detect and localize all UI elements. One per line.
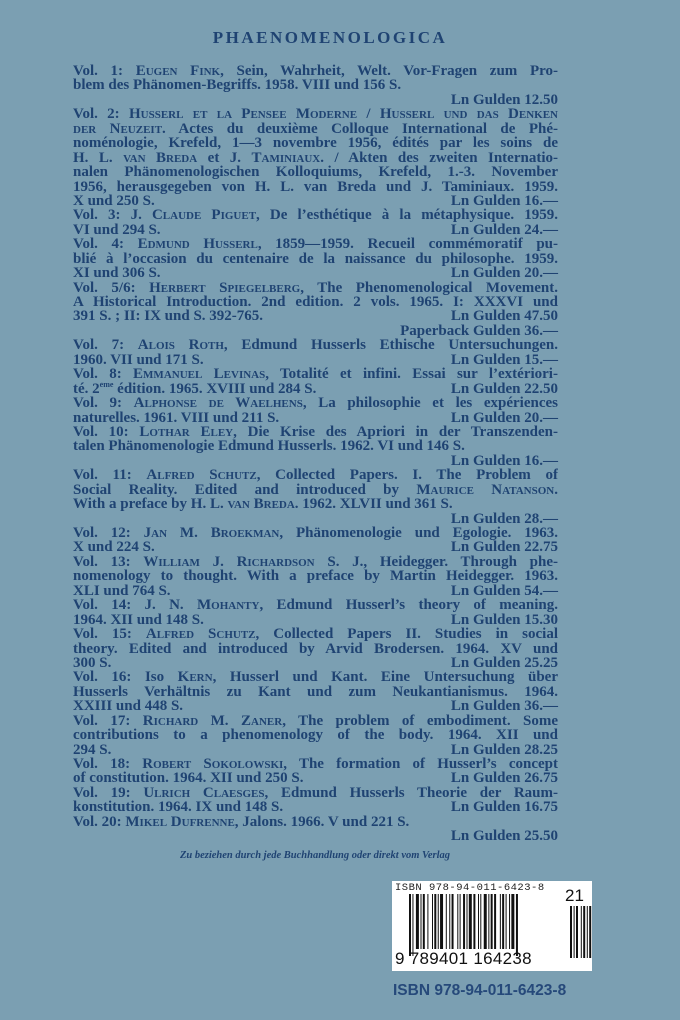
text-segment: , The problem of embodiment. Some <box>282 713 558 729</box>
text-segment: Social Reality. Edited and introduced by <box>73 482 417 498</box>
barcode-bar <box>409 894 411 956</box>
text-segment: , Edmund Husserl’s theory of meaning. <box>259 598 558 613</box>
text-segment: Vol. 11: <box>73 468 147 483</box>
text-segment: noménologie, Krefeld, 1—3 novembre 1956, édités par les soins de <box>73 136 558 151</box>
text-segment: talen Phänomenologie Edmund Husserls. 1962. VI und 146 S. <box>73 439 465 454</box>
volume-entry <box>73 526 558 555</box>
entry-line <box>73 180 558 194</box>
entry-line <box>73 223 558 237</box>
text-segment: et J. <box>197 150 252 166</box>
entry-text <box>73 584 439 598</box>
author-name: van Breda <box>227 497 295 512</box>
volume-entry <box>73 338 558 367</box>
text-segment: , Jalons. 1966. V und 221 S. <box>234 814 410 830</box>
author-name: Claude Piguet <box>151 208 257 223</box>
entry-text <box>73 281 558 295</box>
entry-text <box>73 78 558 92</box>
entry-line <box>73 829 558 843</box>
text-segment: , Phänomenologie und Egologie. 1963. <box>279 526 558 541</box>
price: Ln Gulden 47.50 <box>450 308 558 325</box>
entry-text <box>73 699 439 713</box>
text-segment: Vol. 19: <box>73 785 144 801</box>
text-segment: Vol. 2: <box>73 107 129 122</box>
barcode-bar <box>438 894 439 949</box>
entry-line <box>73 324 558 338</box>
text-segment: A Historical Introduction. 2nd edition. 2 vols. 1965. I: XXXVI und <box>73 295 558 310</box>
text-segment: blem des Phänomen-Begriffs. 1958. VIII und 156 S. <box>73 78 402 93</box>
entry-line <box>73 526 558 540</box>
entry-line <box>73 483 558 497</box>
entry-line <box>73 699 558 713</box>
text-segment: Vol. 3: J. <box>73 208 152 223</box>
barcode-isbn-text: ISBN 978-94-011-6423-8 <box>395 882 545 894</box>
price: Ln Gulden 25.50 <box>450 828 558 845</box>
entry-line <box>73 598 558 612</box>
barcode-bar <box>432 894 433 949</box>
text-segment: té. 2 <box>73 381 100 397</box>
author-name: van Breda <box>123 150 198 166</box>
entry-line <box>73 714 558 728</box>
text-segment: konstitution. 1964. IX und 148 S. <box>73 800 284 815</box>
entry-line <box>73 584 558 598</box>
text-segment: Vol. 7: <box>73 338 138 353</box>
author-name: Alois Roth <box>137 338 224 353</box>
entry-line <box>73 194 558 208</box>
entry-line <box>73 353 558 367</box>
price: Ln Gulden 25.25 <box>450 654 558 671</box>
entry-line <box>73 78 558 92</box>
entry-line <box>73 815 558 829</box>
addon-bar <box>570 906 572 958</box>
entry-line <box>73 786 558 800</box>
volume-entry <box>73 367 558 396</box>
text-segment: Vol. 10: <box>73 424 140 440</box>
entry-text <box>73 642 558 656</box>
text-segment: Vol. 4: <box>73 237 138 252</box>
volume-entry <box>73 468 558 526</box>
entry-text <box>73 685 558 699</box>
entry-text <box>73 64 558 78</box>
entry-text <box>73 252 558 266</box>
entry-text <box>73 714 558 728</box>
text-segment: Vol. 20: <box>73 814 126 830</box>
entry-text <box>73 526 558 540</box>
barcode-bar <box>500 894 501 949</box>
addon-bar <box>583 906 585 958</box>
text-segment: , De l’esthétique à la métaphysique. 1959. <box>256 208 558 223</box>
volume-entry <box>73 396 558 425</box>
author-name: William J. Richardson <box>143 554 315 570</box>
entry-line <box>73 497 558 511</box>
text-segment: 1960. VII und 171 S. <box>73 352 204 368</box>
author-name: Jan M. Broekman <box>143 526 280 541</box>
price: Ln Gulden 28.— <box>450 510 558 527</box>
text-segment: Vol. 8: <box>73 367 134 382</box>
barcode-bar <box>446 894 447 949</box>
entry-line <box>73 555 558 569</box>
text-segment: X und 224 S. <box>73 540 155 555</box>
barcode-bar <box>467 894 468 949</box>
isbn-label: ISBN 978-94-011-6423-8 <box>393 982 567 999</box>
entry-line <box>73 281 558 295</box>
barcode-bar <box>491 894 493 949</box>
entry-line <box>73 237 558 251</box>
text-segment: , Collected Papers II. Studies in social <box>255 627 558 642</box>
entry-line <box>73 93 558 107</box>
text-segment: XLI und 764 S. <box>73 583 171 599</box>
barcode-bar <box>457 894 458 949</box>
superscript: ème <box>99 381 114 389</box>
text-segment: nomenology to thought. With a preface by Martin Heidegger. 1963. <box>73 569 558 584</box>
text-segment: , Die Krise des Apriori in der Transzenden- <box>233 424 558 440</box>
entry-line <box>73 468 558 482</box>
text-segment: VI und 294 S. <box>73 222 161 238</box>
entry-text <box>73 786 558 800</box>
volume-entry <box>73 281 558 339</box>
author-name: Alfred Schutz <box>146 468 257 483</box>
text-segment: , Sein, Wahrheit, Welt. Vor-Fragen zum Pro- <box>220 64 558 79</box>
price: Paperback Gulden 36.— <box>400 322 558 339</box>
volume-entry <box>73 208 558 237</box>
entry-text <box>73 223 439 237</box>
addon-bar <box>589 906 591 958</box>
volume-entry <box>73 815 558 844</box>
barcode-bar <box>469 894 472 949</box>
text-segment: Vol. 9: <box>73 396 134 411</box>
text-segment: naturelles. 1961. VIII und 211 S. <box>73 410 280 425</box>
entry-text <box>73 468 558 482</box>
barcode-bar <box>478 894 479 949</box>
text-segment: . 1962. XLVII und 361 S. <box>294 497 453 512</box>
entry-line <box>73 151 558 165</box>
barcode-bar <box>449 894 450 949</box>
author-name: Husserl et la Pensee Moderne / Husserl und das Denken <box>128 107 558 122</box>
text-segment: nalen Phänomenologischen Kolloquiums, Krefeld, 1.-3. November <box>73 165 558 180</box>
entry-line <box>73 743 558 757</box>
barcode-bar <box>480 894 481 949</box>
entry-line <box>73 656 558 670</box>
price: Ln Gulden 26.75 <box>450 770 558 787</box>
text-segment: , 1859—1959. Recueil commémoratif pu- <box>257 237 558 252</box>
entry-text <box>73 555 558 569</box>
entry-line <box>73 454 558 468</box>
text-segment: XXIII und 448 S. <box>73 699 184 714</box>
price: Ln Gulden 36.— <box>450 698 558 715</box>
addon-bar <box>574 906 575 958</box>
author-name: Richard M. Zaner <box>142 713 283 729</box>
text-segment: of constitution. 1964. XII und 250 S. <box>73 771 304 786</box>
entry-line <box>73 252 558 266</box>
series-title: PHAENOMENOLOGICA <box>212 28 448 47</box>
entry-text <box>73 800 439 814</box>
barcode-bar <box>460 894 461 949</box>
author-name: Herbert Spiegelberg <box>149 280 301 295</box>
price: Ln Gulden 16.— <box>450 192 558 209</box>
entry-text <box>73 425 558 439</box>
barcode-bar <box>434 894 436 949</box>
price: Ln Gulden 16.75 <box>450 799 558 816</box>
entry-text <box>73 497 558 511</box>
entry-line <box>73 64 558 78</box>
entry-text <box>73 295 558 309</box>
entry-text <box>73 728 558 742</box>
entry-line <box>73 569 558 583</box>
entry-text <box>73 743 439 757</box>
entry-text <box>73 107 558 121</box>
entry-text <box>73 194 439 208</box>
price: Ln Gulden 20.— <box>450 409 558 426</box>
entry-text <box>73 382 439 396</box>
author-name: Taminiaux <box>251 150 321 166</box>
price: Ln Gulden 16.— <box>450 452 558 469</box>
entry-line <box>73 309 558 323</box>
addon-bar <box>581 906 582 958</box>
author-name: Edmund Husserl <box>137 237 258 252</box>
author-name: Eugen Fink <box>135 64 221 79</box>
entry-text <box>73 627 558 641</box>
price: Ln Gulden 22.50 <box>450 380 558 397</box>
author-name: Kern <box>177 670 213 685</box>
barcode-bar <box>421 894 422 949</box>
entry-text <box>73 411 439 425</box>
author-name: Maurice Natanson <box>416 482 555 498</box>
barcode-bar <box>440 894 443 949</box>
entry-line <box>73 136 558 150</box>
entry-text <box>73 670 558 684</box>
text-segment: 1956, herausgegeben von H. L. van Breda und J. Taminiaux. 1959. <box>73 179 558 194</box>
text-segment: 1964. XII und 148 S. <box>73 612 204 628</box>
barcode-bar <box>488 894 489 949</box>
text-segment: Vol. 5/6: <box>73 280 150 295</box>
entry-line <box>73 670 558 684</box>
volume-entry <box>73 714 558 757</box>
entry-text <box>73 598 558 612</box>
text-segment: Vol. 18: <box>73 757 143 772</box>
price: Ln Gulden 15.— <box>450 351 558 368</box>
entry-line <box>73 613 558 627</box>
author-name: Lothar Eley <box>139 424 234 440</box>
entry-line <box>73 122 558 136</box>
entry-line <box>73 208 558 222</box>
price: Ln Gulden 12.50 <box>450 91 558 108</box>
entry-line <box>73 627 558 641</box>
author-name: Mikel Dufrenne <box>125 814 235 830</box>
entry-text <box>73 396 558 410</box>
barcode-bar <box>423 894 425 949</box>
barcode-bar <box>516 894 518 956</box>
entry-text <box>73 613 439 627</box>
author-name: Emmanuel Levinas <box>133 367 266 382</box>
volume-entry <box>73 757 558 786</box>
entry-text <box>73 208 558 222</box>
text-segment: Vol. 16: Iso <box>73 670 178 685</box>
text-segment: , Husserl und Kant. Eine Untersuchung über <box>212 670 558 685</box>
text-segment: , La philosophie et les expériences <box>302 396 558 411</box>
volume-entry <box>73 670 558 713</box>
barcode-bar <box>511 894 514 949</box>
entry-text <box>73 757 558 771</box>
entry-line <box>73 411 558 425</box>
barcode-bar <box>494 894 496 949</box>
barcode-bar <box>509 894 510 949</box>
author-name: Alphonse de Waelhens <box>133 396 303 411</box>
ordering-note: Zu beziehen durch jede Buchhandlung oder direkt vom Verlag <box>179 850 451 861</box>
price: Ln Gulden 22.75 <box>450 539 558 556</box>
volume-entry <box>73 555 558 598</box>
entry-text <box>73 165 558 179</box>
volume-entry <box>73 786 558 815</box>
text-segment: Vol. 13: <box>73 554 144 570</box>
text-segment: 391 S. ; II: IX und S. 392-765. <box>73 309 264 324</box>
entry-text <box>73 569 558 583</box>
barcode-bar <box>416 894 419 949</box>
price: Ln Gulden 54.— <box>450 582 558 599</box>
price: Ln Gulden 20.— <box>450 265 558 282</box>
entry-text <box>73 151 558 165</box>
entry-line <box>73 425 558 439</box>
text-segment: Vol. 12: <box>73 526 144 541</box>
text-segment: , Totalité et infini. Essai sur l’extériori- <box>265 367 558 382</box>
text-segment: contributions to a phenomenology of the body. 1964. XII und <box>73 728 558 743</box>
entry-text <box>73 266 439 280</box>
author-name: Robert Sokolowski <box>142 757 284 772</box>
volume-catalog <box>73 64 558 844</box>
text-segment: Vol. 17: <box>73 713 143 729</box>
entry-text <box>73 367 558 381</box>
entry-line <box>73 439 558 453</box>
barcode-digits: 9 789401 164238 <box>395 949 532 968</box>
text-segment: . Actes du deuxième Colloque International de Phé- <box>162 121 558 137</box>
entry-text <box>73 771 439 785</box>
text-segment: Vol. 15: <box>73 627 146 642</box>
volume-entry <box>73 107 558 208</box>
entry-text <box>73 136 558 150</box>
entry-line <box>73 540 558 554</box>
barcode-bar <box>506 894 507 949</box>
barcode-bar <box>412 894 413 956</box>
text-segment: . / Akten des zweiten Internatio- <box>320 150 558 166</box>
barcode-bar <box>502 894 504 949</box>
entry-line <box>73 771 558 785</box>
text-segment: , The Phenomenological Movement. <box>300 280 558 295</box>
addon-bar <box>587 906 588 958</box>
text-segment: H. L. <box>73 150 124 166</box>
volume-entry <box>73 237 558 280</box>
text-segment: S. J., Heidegger. Through phe- <box>314 554 558 570</box>
barcode-bar <box>452 894 454 949</box>
barcode-bar <box>484 894 487 949</box>
entry-text <box>73 122 558 136</box>
entry-text <box>73 180 558 194</box>
entry-line <box>73 165 558 179</box>
price: Ln Gulden 15.30 <box>450 611 558 628</box>
text-segment: , The formation of Husserl’s concept <box>283 757 558 772</box>
volume-entry <box>73 627 558 670</box>
text-segment: 300 S. <box>73 655 112 671</box>
entry-line <box>73 685 558 699</box>
entry-text <box>73 309 439 323</box>
text-segment: Husserls Verhältnis zu Kant und zum Neukantianismus. 1964. <box>73 684 558 700</box>
entry-text <box>73 353 439 367</box>
volume-entry <box>73 425 558 468</box>
author-name: Ulrich Claesges <box>143 785 265 801</box>
volume-entry <box>73 598 558 627</box>
author-name: Alfred Schutz <box>145 627 256 642</box>
barcode-bar <box>473 894 475 949</box>
entry-text <box>73 483 558 497</box>
volume-entry <box>73 64 558 107</box>
text-segment: Vol. 14: J. N. <box>73 598 197 613</box>
price: Ln Gulden 28.25 <box>450 741 558 758</box>
text-segment: 294 S. <box>73 742 112 757</box>
entry-line <box>73 367 558 381</box>
barcode-bar <box>427 894 428 949</box>
entry-text <box>73 540 439 554</box>
entry-line <box>73 266 558 280</box>
entry-text <box>73 815 558 829</box>
entry-line <box>73 107 558 121</box>
entry-text <box>73 656 439 670</box>
text-segment: , Collected Papers. I. The Problem of <box>256 468 558 483</box>
text-segment: édition. 1965. XVIII und 284 S. <box>113 381 317 397</box>
barcode-bar <box>463 894 465 949</box>
text-segment: X und 250 S. <box>73 193 155 209</box>
entry-line <box>73 338 558 352</box>
entry-line <box>73 382 558 396</box>
entry-line <box>73 757 558 771</box>
text-segment: With a preface by H. L. <box>73 497 228 512</box>
entry-line <box>73 728 558 742</box>
text-segment: , Edmund Husserls Ethische Untersuchungen. <box>223 338 558 353</box>
entry-text <box>73 237 558 251</box>
barcode-addon-number: 21 <box>565 886 584 905</box>
text-segment: blié à l’occasion du centenaire de la naissance du philosophe. 1959. <box>73 251 558 267</box>
text-segment: . <box>554 482 558 498</box>
addon-bar <box>576 906 578 958</box>
author-name: der Neuzeit <box>73 121 163 137</box>
text-segment: XI und 306 S. <box>73 266 161 281</box>
entry-line <box>73 800 558 814</box>
text-segment: , Edmund Husserls Theorie der Raum- <box>264 785 558 801</box>
entry-line <box>73 295 558 309</box>
text-segment: theory. Edited and introduced by Arvid Brodersen. 1964. XV und <box>73 641 558 656</box>
isbn-barcode <box>392 881 592 971</box>
author-name: Mohanty <box>196 598 260 613</box>
entry-line <box>73 396 558 410</box>
entry-line <box>73 512 558 526</box>
text-segment: Vol. 1: <box>73 64 136 79</box>
entry-text <box>73 338 558 352</box>
entry-text <box>73 439 558 453</box>
price: Ln Gulden 24.— <box>450 221 558 238</box>
entry-line <box>73 642 558 656</box>
